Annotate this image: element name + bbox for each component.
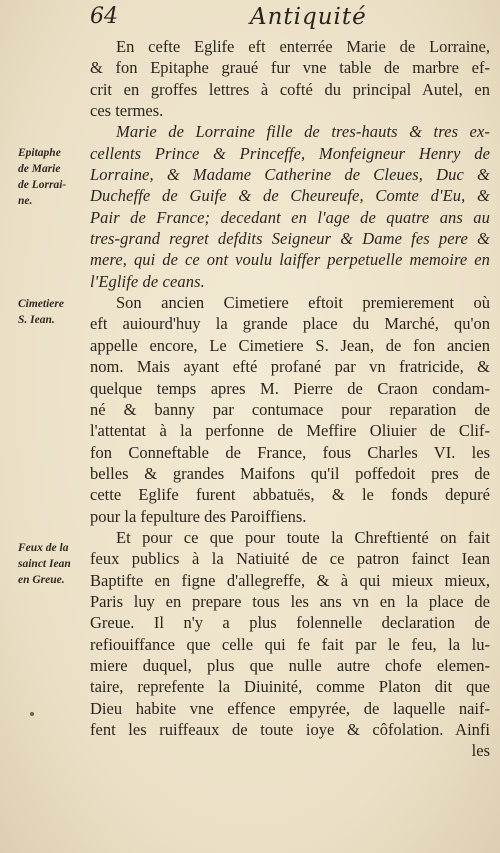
margin-note-feux [18, 540, 90, 588]
page-header [90, 4, 490, 38]
text-line: appelle encore, Le Cimetiere S. Jean, de fon ancien [90, 335, 490, 355]
text-line: belles & grandes Maifons qu'il poffedoit pres de [90, 463, 490, 483]
text-line: mere, qui de ce ont voulu laiffer perpetuelle memoire en [90, 250, 490, 270]
margin-note-line: de Lorrai- [18, 179, 67, 191]
margin-note-epitaph [18, 145, 90, 209]
paragraph-intro [90, 36, 490, 121]
text-line: né & banny par contumace pour reparation de [90, 399, 490, 419]
text-line: cette Eglife furent abbatuës, & le fonds depuré [90, 485, 490, 505]
text-line: En cefte Eglife eft enterrée Marie de Lorraine, [116, 37, 490, 56]
margin-note-line: en Greue. [18, 574, 65, 586]
margin-note-line: Cimetiere [18, 298, 64, 310]
text-line: Pair de France; decedant en l'age de quatre ans au [90, 207, 490, 227]
paragraph-feux [90, 527, 490, 762]
text-line: cellents Prince & Princeffe, Monfeigneur Henry de [90, 143, 490, 163]
paragraph-cimetiere [90, 292, 490, 527]
text-line: fent les ruiffeaux de toute ioye & côfolation. Ainfi [90, 720, 490, 739]
text-line: les [471, 741, 490, 761]
text-line: tres-grand regret defdits Seigneur & Dame fes pere & [90, 229, 490, 249]
text-line: Lorraine, & Madame Catherine de Cleues, Duc & [90, 165, 490, 185]
text-line: l'attentat à la perfonne de Meffire Oliuier de Clif- [90, 421, 490, 441]
text-line: Dieu habite vne effence empyrée, de laquelle naif- [90, 698, 490, 718]
margin-note-line: Epitaphe [18, 147, 61, 159]
text-line: feux publics à la Natiuité de ce patron fainct Iean [90, 549, 490, 569]
margin-note-cimetiere [18, 296, 90, 328]
text-line: nom. Mais ayant efté profané par vn fratricide, & [90, 357, 490, 377]
margin-note-line: sainct Iean [18, 558, 71, 570]
text-line: Greue. Il n'y a plus folennelle declaration de [90, 613, 490, 633]
margin-note-line: S. Iean. [18, 314, 55, 326]
text-line: Et pour ce que pour toute la Chreftienté on fait [116, 527, 490, 547]
text-line: pour la fepulture des Paroiffiens. [90, 506, 307, 526]
margin-note-line: de Marie [18, 163, 61, 175]
text-line: & fon Epitaphe graué fur vne table de marbre ef- [90, 58, 490, 78]
text-line: ces termes. [90, 101, 164, 121]
text-line: Son ancien Cimetiere eftoit premierement où [116, 293, 490, 313]
paragraph-epitaph [90, 121, 490, 292]
text-line: Baptifte en figne d'allegreffe, & à qui mieux mieux, [90, 570, 490, 590]
text-line: Marie de Lorraine fille de tres-hauts & tres ex- [116, 122, 490, 142]
text-line: taire, reprefente la Diuinité, comme Platon dit que [90, 677, 490, 697]
text-line: quelque temps apres M. Pierre de Craon condam- [90, 378, 490, 398]
text-line: miere duquel, plus que nulle autre chofe elemen- [90, 655, 490, 675]
text-line: eft auiourd'huy la grande place du Marché, qu'on [90, 314, 490, 334]
margin-mark [30, 712, 34, 716]
body-text [90, 36, 490, 762]
page-number: 64 [90, 4, 118, 29]
text-line: Paris luy en prepare tous les ans vn en la place de [90, 591, 490, 611]
text-line: refiouiffance que celle qui fe fait par le feu, la lu- [90, 634, 490, 654]
text-line: l'Eglife de ceans. [90, 271, 205, 291]
text-line: fon Conneftable de France, fous Charles VI. les [90, 442, 490, 462]
margin-note-line: Feux de la [18, 542, 69, 554]
text-line: crit en groffes lettres à cofté du principal Autel, en [90, 79, 490, 99]
margin-note-line: ne. [18, 195, 33, 207]
running-head: Antiquité [250, 4, 367, 30]
text-line: Ducheffe de Guife & de Cheureufe, Comte d'Eu, & [90, 186, 490, 206]
